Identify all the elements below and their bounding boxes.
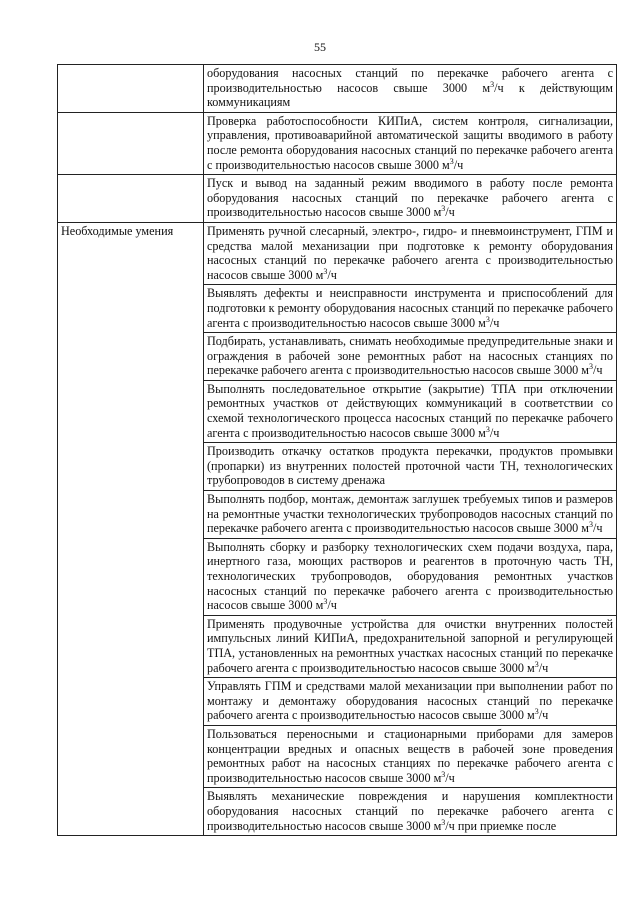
table-content-cell: Проверка работоспособности КИПиА, систем контроля, сигнализации, управления, противоаварийной автоматической защиты вводимого в работу после ремонта оборудования насосных станций по перекачке рабочего агента с производительностью насосов свыше 3000 $м^3/ч$ [204,112,617,174]
table-content-cell: Пользоваться переносными и стационарными приборами для замеров концентрации вредных и опасных веществ в рабочей зоне проведения ремонтных работ на насосных станциях по перекачке рабочего агента с производительностью насосов свыше 3000 $м^3/ч$ [204,725,617,787]
table-content-cell: Выявлять дефекты и неисправности инструмента и приспособлений для подготовки к ремонту оборудования насосных станций по перекачке рабочего агента с производительностью насосов свыше 3000 $м^3/ч$ [204,285,617,333]
table-content-cell: Выполнять подбор, монтаж, демонтаж заглушек требуемых типов и размеров на ремонтные участки технологических трубопроводов насосных станций по перекачке рабочего агента с производительностью насосов свыше 3000 $м^3/ч$ [204,491,617,539]
table-row [58,112,617,174]
table-content-cell: Выполнять последовательное открытие (закрытие) ТПА при отключении ремонтных участков от действующих коммуникаций в соответствии со схемой технологического процесса насосных станций по перекачке рабочего агента с производительностью насосов свыше 3000 $м^3/ч$ [204,380,617,442]
table-label-cell [58,175,204,223]
table-content-cell: Управлять ГПМ и средствами малой механизации при выполнении работ по монтажу и демонтажу оборудования насосных станций по перекачке рабочего агента с производительностью насосов свыше 3000 $м^3/ч$ [204,678,617,726]
section-label-skills: Необходимые умения [58,222,204,835]
table-content-cell: Пуск и вывод на заданный режим вводимого в работу после ремонта оборудования насосных станций по перекачке рабочего агента с производительностью насосов свыше 3000 $м^3/ч$ [204,175,617,223]
requirements-table [57,64,617,836]
table-content-cell: Производить откачку остатков продукта перекачки, продуктов промывки (пропарки) из внутренних полостей проточной части ТН, технологических трубопроводов в систему дренажа [204,443,617,491]
table-label-cell [58,112,204,174]
table-content-cell: Применять продувочные устройства для очистки внутренних полостей импульсных линий КИПиА, предохранительной запорной и регулирующей ТПА, установленных на ремонтных участках насосных станций по перекачке рабочего агента с производительностью насосов свыше 3000 $м^3/ч$ [204,615,617,677]
table-row [58,175,617,223]
table-content-cell: оборудования насосных станций по перекачке рабочего агента с производительностью насосов свыше 3000 $м^3/ч$ к действующим коммуникациям [204,65,617,113]
table-label-cell [58,65,204,113]
table-content-cell: Выявлять механические повреждения и нарушения комплектности оборудования насосных станций по перекачке рабочего агента с производительностью насосов свыше 3000 $м^3/ч$ при приемке после [204,788,617,836]
table-row [58,65,617,113]
table-content-cell: Подбирать, устанавливать, снимать необходимые предупредительные знаки и ограждения в рабочей зоне ремонтных работ на насосных станциях по перекачке рабочего агента с производительностью насосов свыше 3000 $м^3/ч$ [204,333,617,381]
table-content-cell: Выполнять сборку и разборку технологических схем подачи воздуха, пара, инертного газа, моющих растворов и реагентов в проточную часть ТН, технологических трубопроводов, оборудования ремонтных участков насосных станций по перекачке рабочего агента с производительностью насосов свыше 3000 $м^3/ч$ [204,538,617,615]
page-number: 55 [314,40,326,54]
table-content-cell: Применять ручной слесарный, электро-, гидро- и пневмоинструмент, ГПМ и средства малой механизации при подготовке к ремонту оборудования насосных станций по перекачке рабочего агента с производительностью насосов свыше 3000 $м^3/ч$ [204,222,617,284]
table-row [58,222,617,284]
